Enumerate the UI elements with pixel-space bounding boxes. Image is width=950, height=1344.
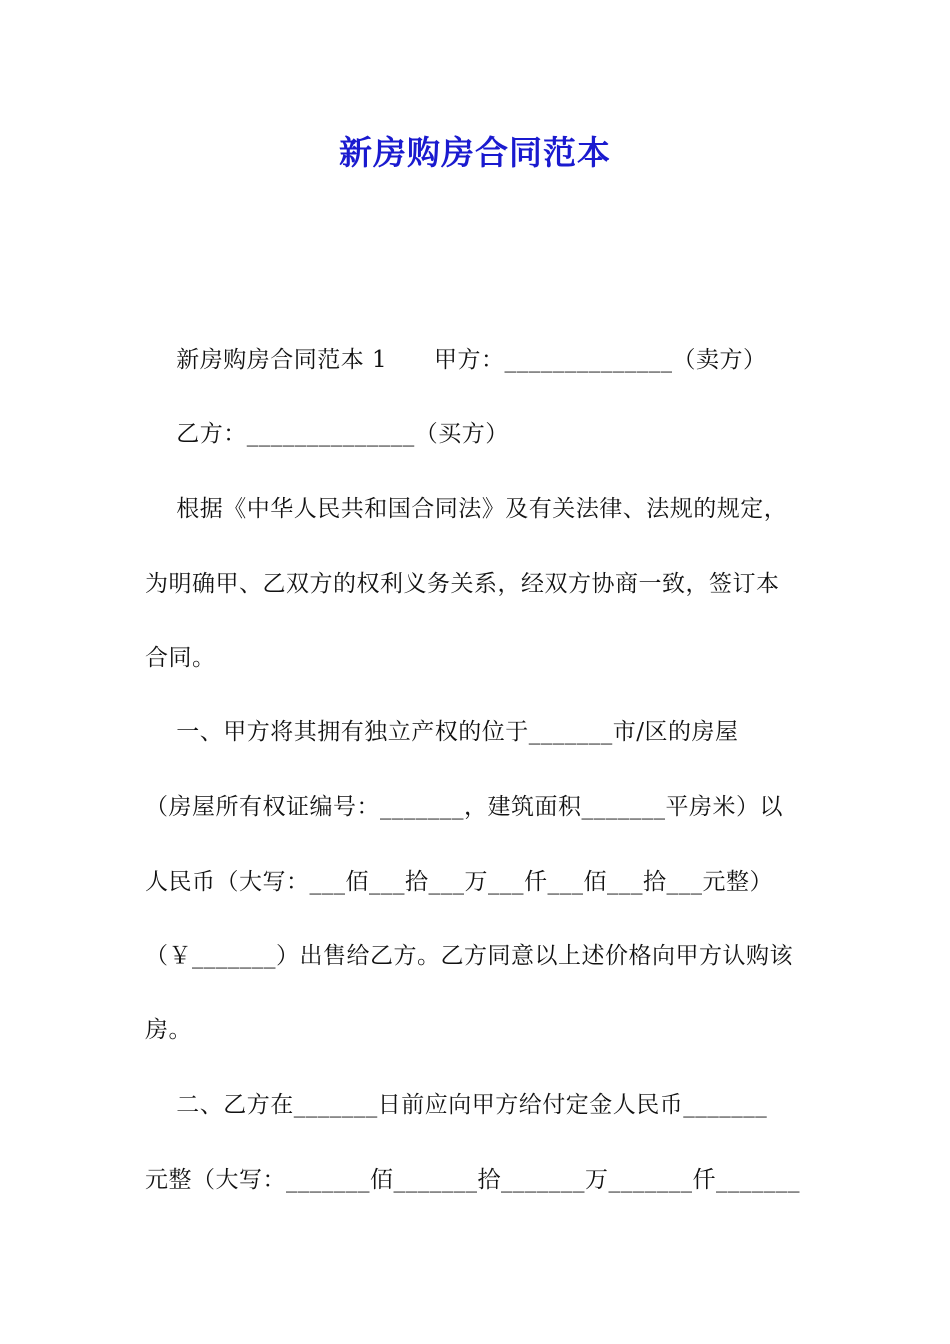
paragraph-line: 房。 xyxy=(145,1017,192,1043)
paragraph-line: 根据《中华人民共和国合同法》及有关法律、法规的规定， xyxy=(145,496,788,522)
paragraph-line: 乙方：______________（买方） xyxy=(145,421,509,447)
paragraph-line: 为明确甲、乙双方的权利义务关系，经双方协商一致，签订本 xyxy=(145,571,780,597)
document-title: 新房购房合同范本 xyxy=(339,133,611,172)
paragraph-line: 合同。 xyxy=(145,645,216,671)
paragraph-line: 新房购房合同范本 1 甲方：______________（卖方） xyxy=(145,347,767,373)
paragraph-line: （房屋所有权证编号：_______，建筑面积_______平房米）以 xyxy=(145,794,783,820)
paragraph-line: （￥_______）出售给乙方。乙方同意以上述价格向甲方认购该 xyxy=(145,943,793,969)
paragraph-line: 人民币（大写：___佰___拾___万___仟___佰___拾___元整） xyxy=(145,869,773,895)
paragraph-line: 一、甲方将其拥有独立产权的位于_______市/区的房屋 xyxy=(145,719,739,745)
paragraph-line: 二、乙方在_______日前应向甲方给付定金人民币_______ xyxy=(145,1092,768,1118)
paragraph-line: 元整（大写：_______佰_______拾_______万_______仟_______ xyxy=(145,1167,800,1193)
